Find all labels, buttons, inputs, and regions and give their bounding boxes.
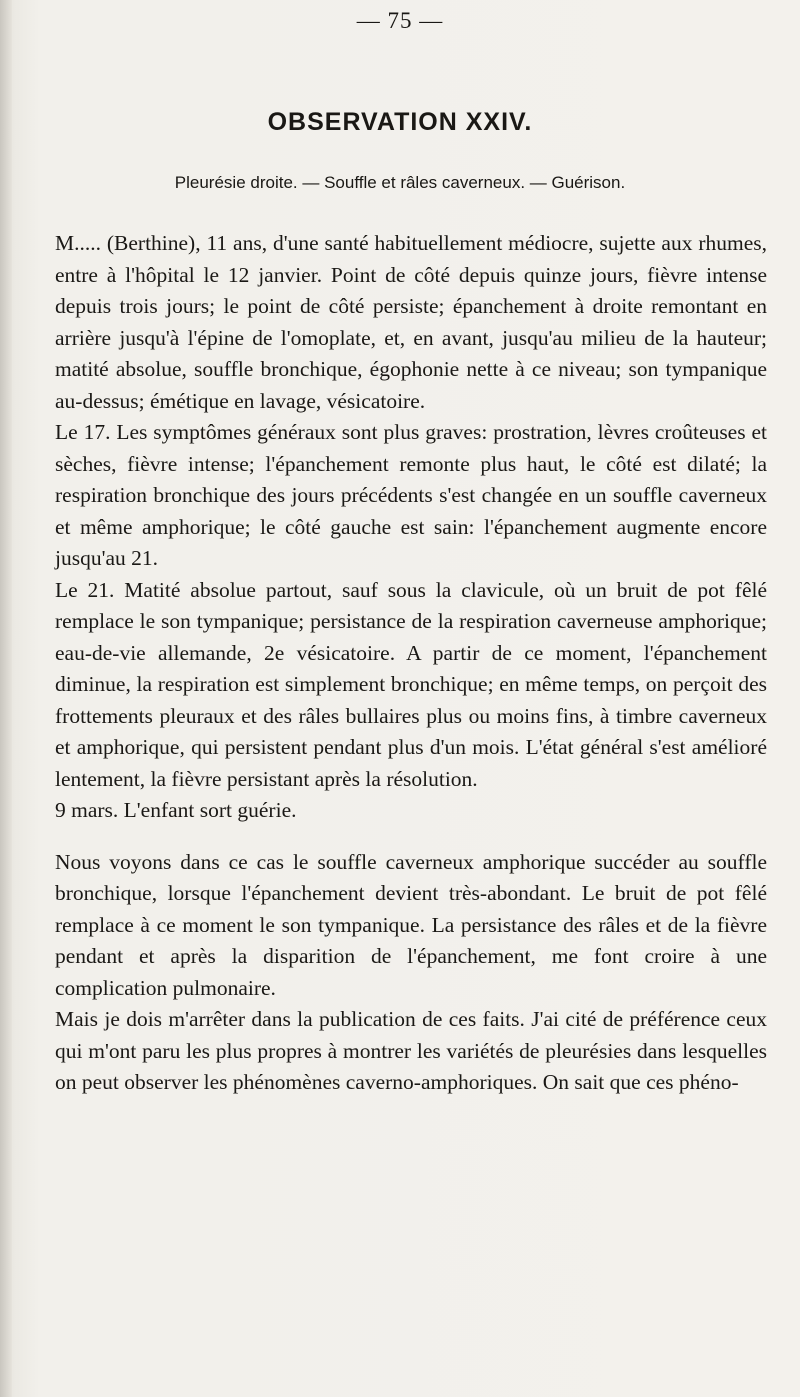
paragraph-gap xyxy=(55,827,767,847)
observation-paragraph-day-17: Le 17. Les symptômes généraux sont plus graves: prostration, lèvres croûteuses et sèches, fièvre intense; l'épanchement remonte plus haut, le côté est dilaté; la respiration bronchique des jours précédents s'est changée en un souffle caverneux et même amphorique; le côté gauche est sain: l'épanchement augmente encore jusqu'au 21. xyxy=(55,420,767,570)
observation-subtitle: Pleurésie droite. — Souffle et râles caverneux. — Guérison. xyxy=(174,173,626,192)
observation-paragraph-discharge: 9 mars. L'enfant sort guérie. xyxy=(55,798,297,822)
page-binding-edge xyxy=(0,0,12,1397)
observation-paragraph-day-21: Le 21. Matité absolue partout, sauf sous la clavicule, où un bruit de pot fêlé remplace le son tympanique; persistance de la respiration caverneuse amphorique; eau-de-vie allemande, 2e vésicatoire. A partir de ce moment, l'épanchement diminue, la respiration est simplement bronchique; en même temps, on perçoit des frottements pleuraux et des râles bullaires plus ou moins fins, à timbre caverneux et amphorique, qui persistent pendant plus d'un mois. L'état général s'est amélioré lentement, la fièvre persistant après la résolution. xyxy=(55,577,767,791)
observation-title: OBSERVATION XXIV. xyxy=(267,108,533,136)
commentary-paragraph-2: Mais je dois m'arrêter dans la publication de ces faits. J'ai cité de préférence ceux qui m'ont paru les plus propres à montrer les variétés de pleurésies dans lesquelles on peut observer les phénomènes caverno-amphoriques. On sait que ces phéno- xyxy=(55,1007,767,1094)
body-text xyxy=(55,228,767,1099)
observation-paragraph-intro: M..... (Berthine), 11 ans, d'une santé habituellement médiocre, sujette aux rhumes, entre à l'hôpital le 12 janvier. Point de côté depuis quinze jours, fièvre intense depuis trois jours; le point de côté persiste; épanchement à droite remontant en arrière jusqu'à l'épine de l'omoplate, et, en avant, jusqu'au milieu de la hauteur; matité absolue, souffle bronchique, égophonie nette à ce niveau; son tympanique au-dessus; émétique en lavage, vésicatoire. xyxy=(55,231,767,413)
commentary-paragraph-1: Nous voyons dans ce cas le souffle caverneux amphorique succéder au souffle bronchique, lorsque l'épanchement devient très-abondant. Le bruit de pot fêlé remplace à ce moment le son tympanique. La persistance des râles et de la fièvre pendant et après la disparition de l'épanchement, me font croire à une complication pulmonaire. xyxy=(55,849,767,1000)
page-number: — 75 — xyxy=(356,8,444,33)
